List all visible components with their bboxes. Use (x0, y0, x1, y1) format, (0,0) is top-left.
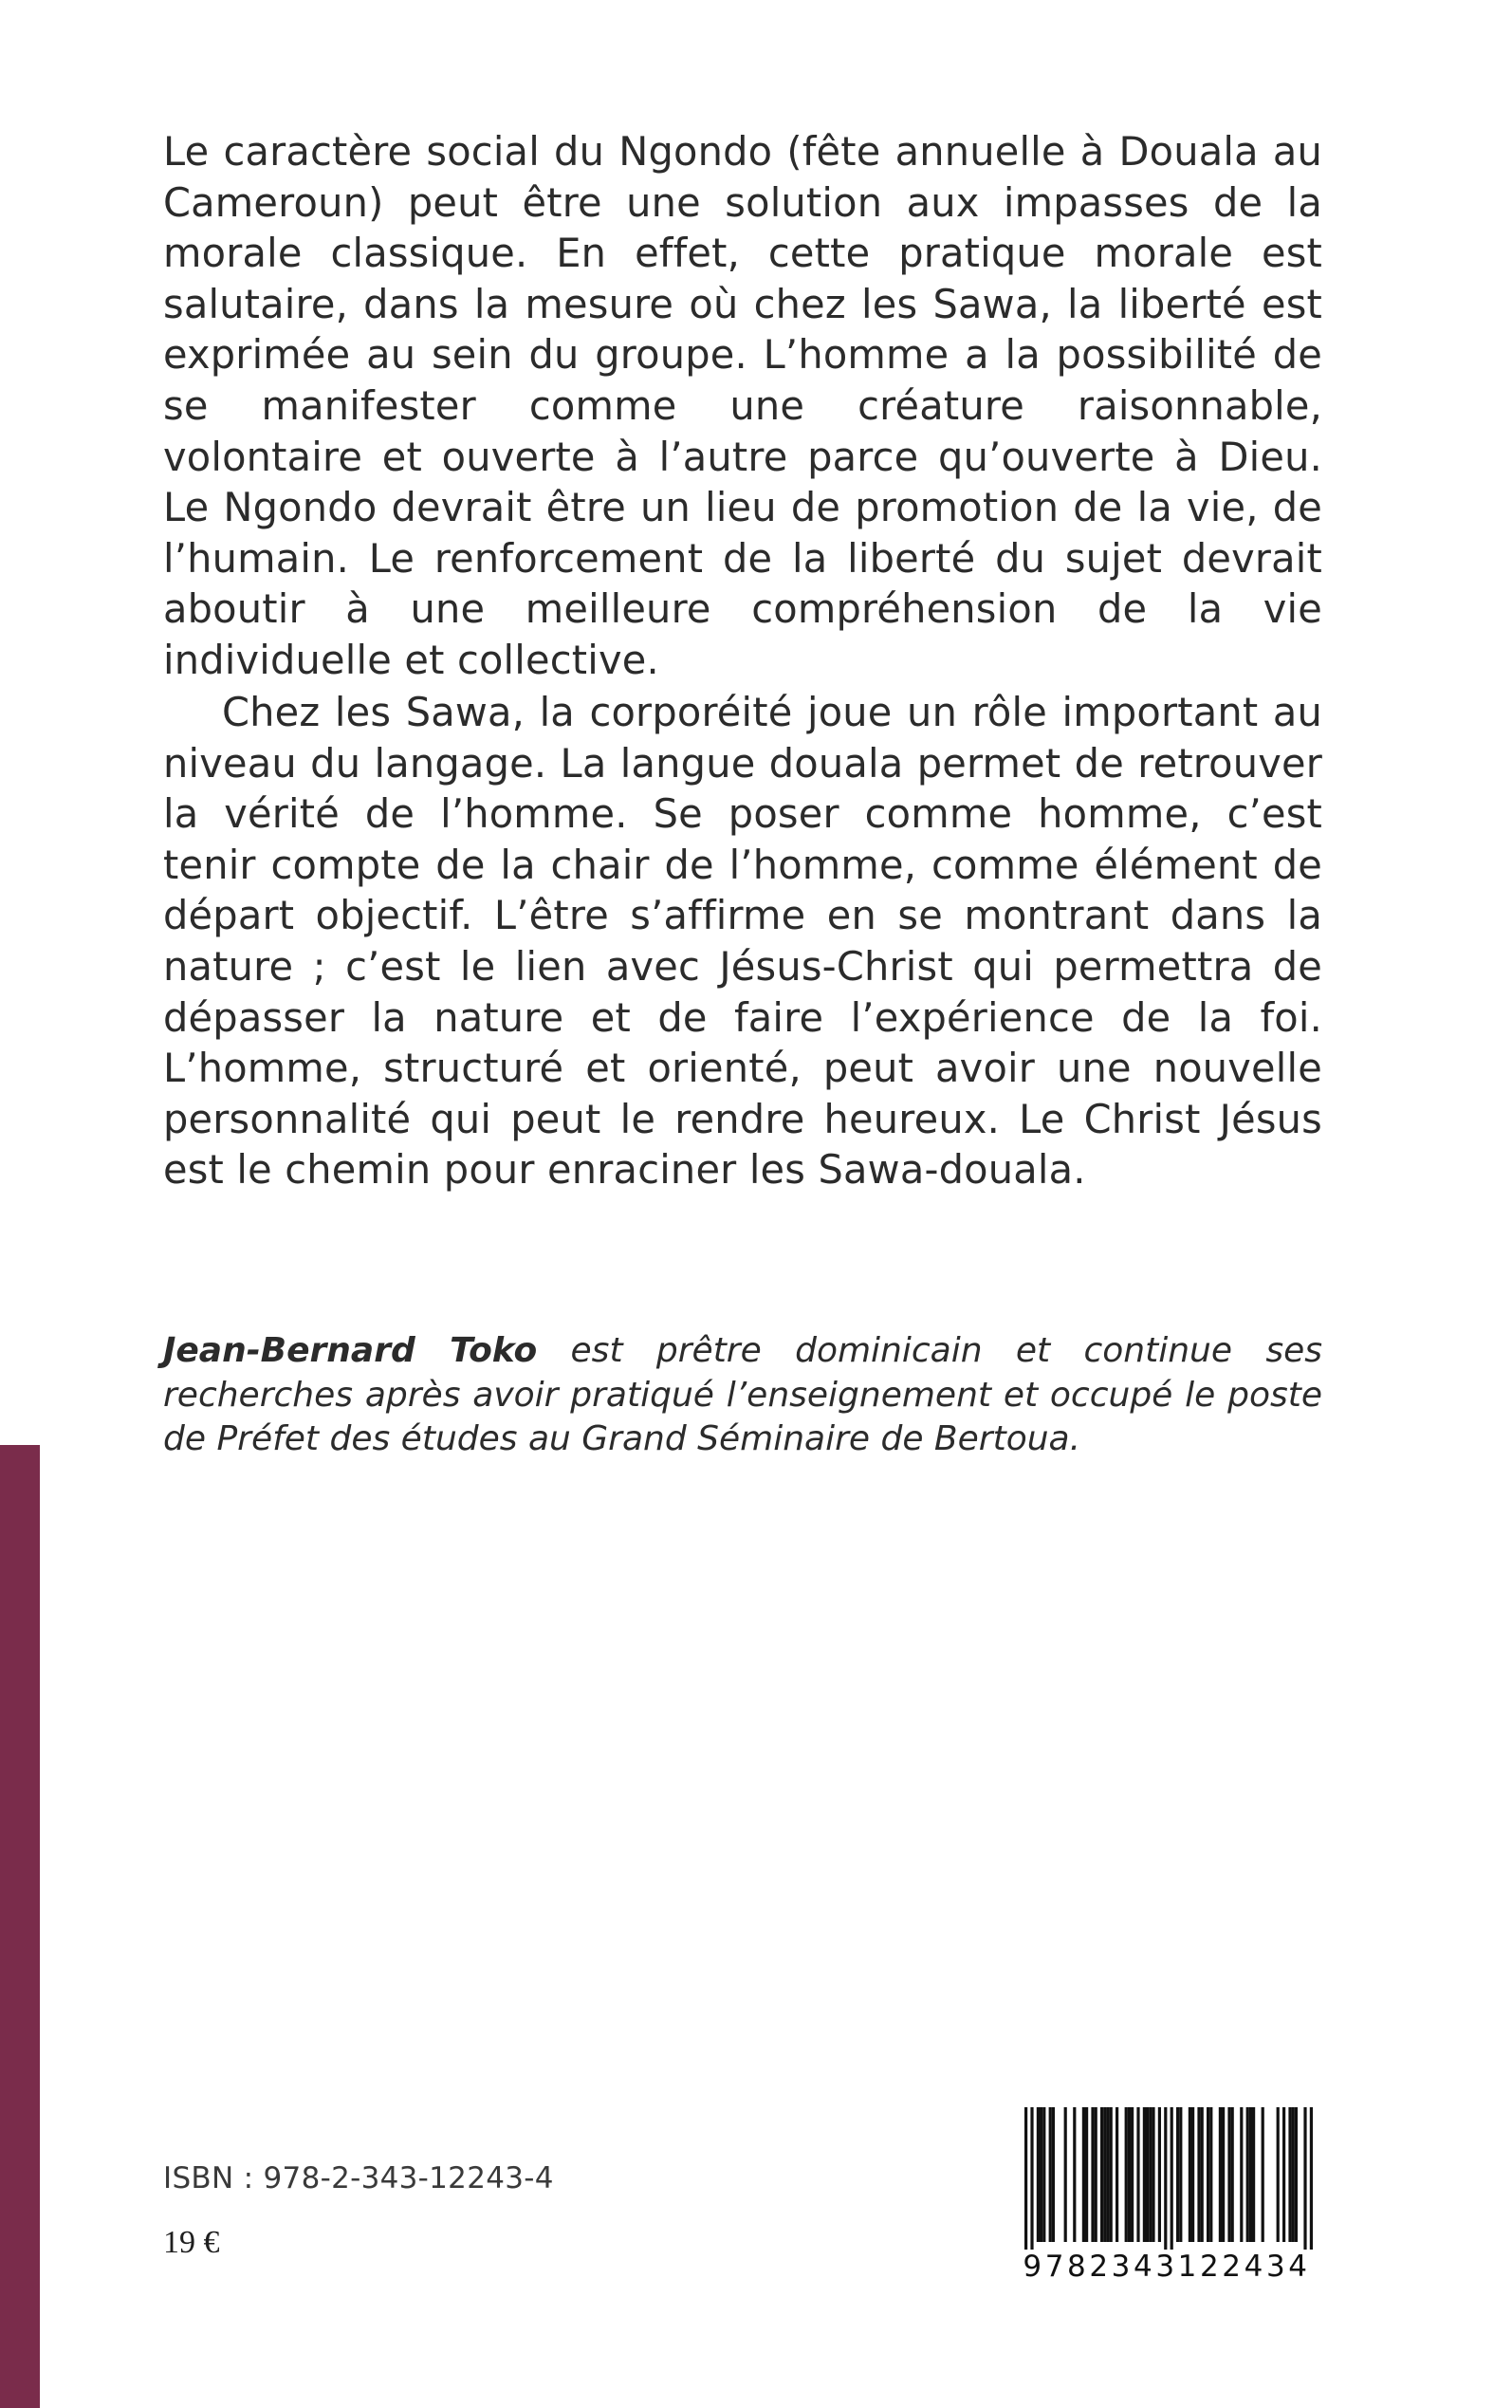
barcode-bar (1197, 2107, 1200, 2242)
barcode (1000, 2107, 1334, 2286)
barcode-bar (1082, 2107, 1085, 2242)
barcode-bar (1295, 2107, 1298, 2242)
summary-paragraph-1: Le caractère social du Ngondo (fête annuelle à Douala au Cameroun) peut être une solution aux impasses de la morale classique. En effet, cette pratique morale est salutaire, dans la mesure où chez les Sawa, la liberté est exprimée au sein du groupe. L’homme a la possibilité de se manifester comme une créature raisonnable, volontaire et ouverte à l’autre parce qu’ouverte à Dieu. Le Ngondo devrait être un lieu de promotion de la vie, de l’humain. Le renforcement de la liberté du sujet devrait aboutir à une meilleure compréhension de la vie individuelle et collective. (163, 128, 1322, 683)
spine-color-band (0, 1445, 40, 2408)
barcode-bar (1106, 2107, 1109, 2242)
barcode-bar (1042, 2107, 1045, 2242)
barcode-bar (1052, 2107, 1055, 2242)
barcode-bar (1207, 2107, 1209, 2242)
barcode-bar (1240, 2107, 1243, 2242)
isbn-label: ISBN : 978-2-343-12243-4 (163, 2161, 554, 2195)
barcode-bar (1246, 2107, 1249, 2242)
barcode-bar (1091, 2107, 1094, 2242)
barcode-bar (1176, 2107, 1179, 2242)
barcode-bar (1100, 2107, 1103, 2242)
barcode-bar (1158, 2107, 1161, 2242)
barcode-bars (1000, 2107, 1334, 2250)
barcode-bar (1222, 2107, 1225, 2242)
barcode-bar (1116, 2107, 1118, 2242)
barcode-bar (1152, 2107, 1154, 2242)
author-name: Jean-Bernard Toko (163, 1331, 538, 1370)
barcode-digits: 9782343122434 (1023, 2250, 1311, 2284)
author-bio (163, 1329, 1322, 1462)
barcode-bar (1110, 2107, 1113, 2242)
barcode-bar (1288, 2107, 1291, 2242)
barcode-bar (1030, 2107, 1033, 2250)
barcode-bar (1125, 2107, 1128, 2242)
author-bio-text: est prêtre dominicain et continue ses recherches après avoir pratiqué l’enseignement et occupé le poste de Préfet des études au Grand Séminaire de Bertoua. (163, 1331, 1322, 1458)
barcode-bar (1064, 2107, 1067, 2242)
barcode-bar (1282, 2107, 1285, 2242)
barcode-bar (1149, 2107, 1152, 2242)
barcode-bar (1310, 2107, 1313, 2250)
barcode-bar (1227, 2107, 1230, 2242)
barcode-bar (1164, 2107, 1167, 2250)
barcode-bar (1143, 2107, 1146, 2242)
barcode-bar (1146, 2107, 1149, 2242)
barcode-bar (1249, 2107, 1252, 2242)
barcode-bar (1262, 2107, 1264, 2242)
barcode-bar (1252, 2107, 1255, 2242)
barcode-bar (1040, 2107, 1042, 2242)
barcode-bar (1277, 2107, 1280, 2242)
barcode-bar (1037, 2107, 1040, 2242)
barcode-bar (1136, 2107, 1139, 2242)
barcode-bar (1073, 2107, 1076, 2242)
barcode-bar (1085, 2107, 1088, 2242)
barcode-bar (1128, 2107, 1131, 2242)
barcode-bar (1024, 2107, 1027, 2250)
barcode-bar (1231, 2107, 1234, 2242)
summary-paragraph-2: Chez les Sawa, la corporéité joue un rôle important au niveau du langage. La langue douala permet de retrouver la vérité de l’homme. Se poser comme homme, c’est tenir compte de la chair de l’homme, comme élément de départ objectif. L’être s’affirme en se montrant dans la nature ; c’est le lien avec Jésus-Christ qui permettra de dépasser la nature et de faire l’expérience de la foi. L’homme, structuré et orienté, peut avoir une nouvelle personnalité qui peut le rendre heureux. Le Christ Jésus est le chemin pour enraciner les Sawa-douala. (163, 689, 1322, 1194)
barcode-bar (1303, 2107, 1306, 2250)
barcode-bar (1095, 2107, 1097, 2242)
barcode-bar (1292, 2107, 1295, 2242)
barcode-bar (1189, 2107, 1191, 2242)
barcode-bar (1171, 2107, 1173, 2250)
barcode-bar (1191, 2107, 1194, 2242)
barcode-bar (1179, 2107, 1182, 2242)
barcode-bar (1209, 2107, 1212, 2242)
barcode-bar (1049, 2107, 1052, 2242)
barcode-bar (1219, 2107, 1222, 2242)
barcode-bar (1131, 2107, 1134, 2242)
barcode-bar (1103, 2107, 1106, 2242)
barcode-bar (1201, 2107, 1204, 2242)
price-label: 19 € (163, 2225, 220, 2260)
